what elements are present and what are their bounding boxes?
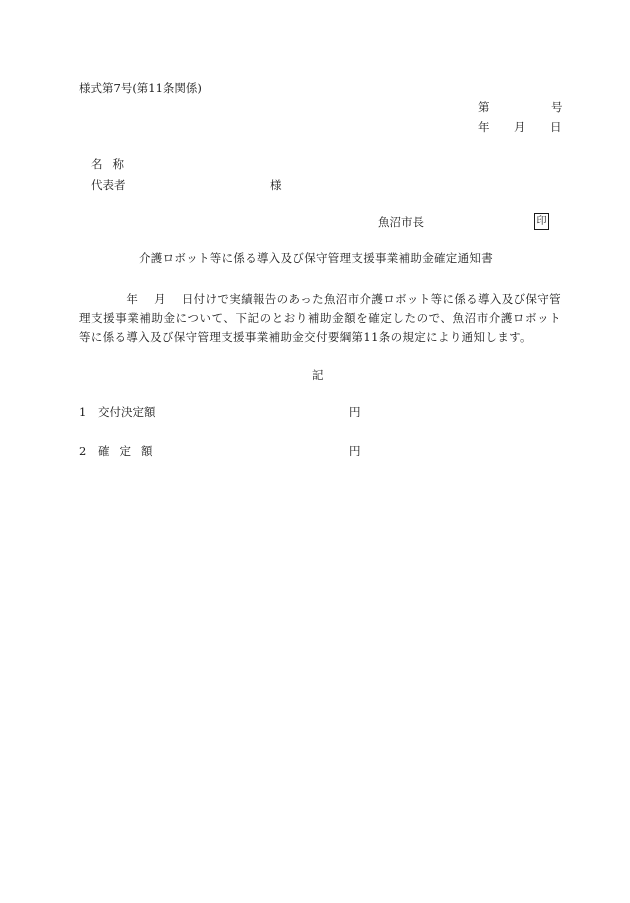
item-unit: 円: [349, 405, 361, 419]
addressee-representative-label: 代表者: [91, 178, 126, 192]
issuer-title: 魚沼市長: [378, 215, 424, 229]
addressee-honorific: 様: [270, 178, 282, 192]
amount-item-row: [79, 444, 379, 458]
form-number: 様式第7号(第11条関係): [79, 81, 202, 95]
item-label: 交付決定額: [98, 405, 156, 419]
addressee-name-label: 名称: [91, 157, 134, 171]
document-number-suffix: 号: [551, 100, 563, 114]
document-body: 年 月 日付けで実績報告のあった魚沼市介護ロボット等に係る導入及び保守管理支援事業補助金について、下記のとおり補助金額を確定したので、魚沼市介護ロボット等に係る導入及び保守管理支援事業補助金交付要綱第11条の規定により通知します。: [79, 292, 561, 344]
item-number: 1: [79, 405, 87, 419]
date-month-label: 月: [514, 120, 526, 134]
ki-heading: 記: [312, 368, 324, 382]
date-day-label: 日: [550, 120, 562, 134]
document-number-label: 第: [478, 100, 490, 114]
seal-mark: 印: [534, 213, 549, 230]
amount-item-row: [79, 405, 379, 419]
document-title: 介護ロボット等に係る導入及び保守管理支援事業補助金確定通知書: [139, 251, 493, 265]
date-year-label: 年: [478, 120, 490, 134]
item-label: 確定額: [98, 444, 163, 458]
item-unit: 円: [349, 444, 361, 458]
item-number: 2: [79, 444, 87, 458]
